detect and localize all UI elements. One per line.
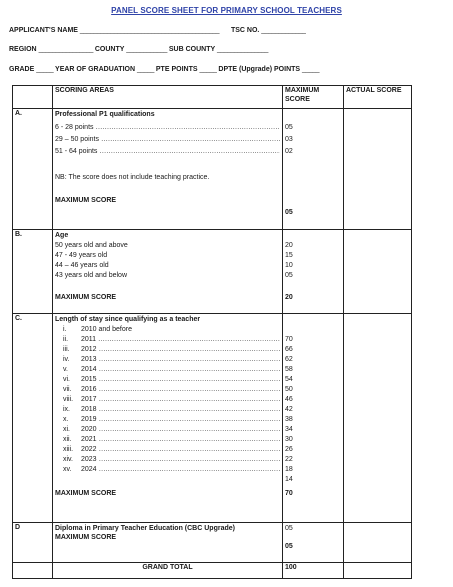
list-item: ii. 2011 ..... xyxy=(55,335,280,345)
section-c-letter: C. xyxy=(13,314,53,523)
list-item: 47 - 49 years old xyxy=(55,252,108,259)
section-c-max-value: 70 xyxy=(285,490,293,497)
grade-label: GRADE xyxy=(9,66,35,73)
max-score-value: 30 xyxy=(285,436,293,443)
section-d-content xyxy=(53,523,283,563)
max-score-value: 70 xyxy=(285,336,293,343)
col-header-maximum-score: MAXIMUM SCORE xyxy=(283,86,344,109)
sub-county-label: SUB COUNTY xyxy=(168,46,216,53)
section-c-row xyxy=(13,314,412,523)
section-c-max-label: MAXIMUM SCORE xyxy=(55,490,117,497)
section-b-content xyxy=(53,230,283,314)
region-label: REGION xyxy=(9,46,37,53)
max-score-value: 58 xyxy=(285,366,293,373)
max-score-value: 22 xyxy=(285,456,293,463)
header-row-grade xyxy=(9,66,319,73)
max-score-value: 02 xyxy=(285,148,293,155)
list-item: xv. 2024 ..... xyxy=(55,465,280,475)
page-title: PANEL SCORE SHEET FOR PRIMARY SCHOOL TEACHERS xyxy=(111,6,342,15)
list-item: i. 2010 and before xyxy=(63,326,132,333)
section-d-letter: D xyxy=(13,523,53,563)
max-score-value: 05 xyxy=(285,272,293,279)
max-score-value: 62 xyxy=(285,356,293,363)
list-item: vi. 2015 ..... xyxy=(55,375,280,385)
section-d-row xyxy=(13,523,412,563)
year-graduation-field[interactable]: _____ xyxy=(136,66,154,73)
region-field[interactable]: ________________ xyxy=(38,46,93,53)
section-b-max-label: MAXIMUM SCORE xyxy=(55,294,117,301)
section-b-max-scores xyxy=(283,230,344,314)
applicant-name-label: APPLICANT'S NAME xyxy=(9,27,78,34)
max-score-value: 34 xyxy=(285,426,293,433)
grand-total-value: 100 xyxy=(283,563,344,579)
section-d-max-label: MAXIMUM SCORE xyxy=(55,534,117,541)
section-a-letter: A. xyxy=(13,109,53,230)
max-score-value: 54 xyxy=(285,376,293,383)
list-item: v. 2014 ..... xyxy=(55,365,280,375)
section-a-note: NB: The score does not include teaching practice. xyxy=(55,174,210,181)
list-item: vii. 2016 ..... xyxy=(55,385,280,395)
max-score-value: 46 xyxy=(285,396,293,403)
max-score-value: 03 xyxy=(285,136,293,143)
max-score-value: 15 xyxy=(285,252,293,259)
section-b-letter: B. xyxy=(13,230,53,314)
tsc-no-field[interactable]: _____________ xyxy=(261,27,306,34)
list-item: iii. 2012 ..... xyxy=(55,345,280,355)
section-c-actual-score[interactable] xyxy=(344,314,412,523)
section-d-max-value: 05 xyxy=(285,543,293,550)
section-c-max-scores xyxy=(283,314,344,523)
list-item: xii. 2021 ..... xyxy=(55,435,280,445)
col-header-scoring-areas: SCORING AREAS xyxy=(53,86,283,109)
year-graduation-label: YEAR OF GRADUATION xyxy=(55,66,136,73)
max-score-value: 38 xyxy=(285,416,293,423)
dpte-points-label: DPTE (Upgrade) POINTS xyxy=(218,66,301,73)
section-a-max-label: MAXIMUM SCORE xyxy=(55,197,117,204)
section-a-max-value: 05 xyxy=(285,209,293,216)
header-empty-cell xyxy=(13,86,53,109)
section-d-max-scores xyxy=(283,523,344,563)
list-item: 6 - 28 points ..... xyxy=(55,123,280,133)
col-header-actual-score: ACTUAL SCORE xyxy=(344,86,412,109)
list-item: 43 years old and below xyxy=(55,272,127,279)
max-score-value: 10 xyxy=(285,262,293,269)
list-item: 29 – 50 points ..... xyxy=(55,135,280,145)
tsc-no-label: TSC NO. xyxy=(230,27,260,34)
max-score-value: 50 xyxy=(285,386,293,393)
list-item: 44 – 46 years old xyxy=(55,262,109,269)
list-item: 51 - 64 points ..... xyxy=(55,147,280,157)
max-score-value: 18 xyxy=(285,466,293,473)
section-b-heading: Age xyxy=(55,232,69,239)
list-item: xiv. 2023 ..... xyxy=(55,455,280,465)
grand-total-label: GRAND TOTAL xyxy=(53,563,283,579)
max-score-value: 20 xyxy=(285,242,293,249)
list-item: xiii. 2022 ..... xyxy=(55,445,280,455)
section-c-heading: Length of stay since qualifying as a teacher xyxy=(55,316,201,323)
section-b-row xyxy=(13,230,412,314)
grand-total-row xyxy=(13,563,412,579)
section-b-actual-score[interactable] xyxy=(344,230,412,314)
table-header-row xyxy=(13,86,412,109)
pte-points-field[interactable]: _____ xyxy=(199,66,217,73)
list-item: iv. 2013 ..... xyxy=(55,355,280,365)
list-item: x. 2019 ..... xyxy=(55,415,280,425)
grand-total-actual[interactable] xyxy=(344,563,412,579)
max-score-value: 14 xyxy=(285,476,293,483)
section-d-heading: Diploma in Primary Teacher Education (CBC Upgrade) xyxy=(55,525,235,532)
max-score-value: 05 xyxy=(285,124,293,131)
section-d-actual-score[interactable] xyxy=(344,523,412,563)
section-a-row xyxy=(13,109,412,230)
header-row-region xyxy=(9,46,268,53)
section-c-content xyxy=(53,314,283,523)
max-score-value xyxy=(285,325,341,335)
list-item: 50 years old and above xyxy=(55,242,128,249)
dpte-points-field[interactable]: _____ xyxy=(302,66,319,73)
max-score-value: 66 xyxy=(285,346,293,353)
max-score-value: 26 xyxy=(285,446,293,453)
list-item: ix. 2018 ..... xyxy=(55,405,280,415)
section-a-heading: Professional P1 qualifications xyxy=(55,111,155,118)
grade-field[interactable]: _____ xyxy=(36,66,54,73)
score-table xyxy=(12,85,412,579)
section-b-max-value: 20 xyxy=(285,294,293,301)
section-a-max-scores xyxy=(283,109,344,230)
applicant-name-field[interactable]: _________________________________________ xyxy=(79,27,220,34)
max-score-value: 42 xyxy=(285,406,293,413)
county-label: COUNTY xyxy=(94,46,125,53)
list-item: xi. 2020 ..... xyxy=(55,425,280,435)
county-field[interactable]: ____________ xyxy=(126,46,167,53)
grand-total-empty-cell xyxy=(13,563,53,579)
list-item: viii. 2017 ..... xyxy=(55,395,280,405)
sub-county-field[interactable]: _______________ xyxy=(217,46,268,53)
section-a-actual-score[interactable] xyxy=(344,109,412,230)
pte-points-label: PTE POINTS xyxy=(155,66,198,73)
section-a-content xyxy=(53,109,283,230)
header-row-applicant xyxy=(9,27,305,34)
max-score-value: 05 xyxy=(285,525,293,532)
